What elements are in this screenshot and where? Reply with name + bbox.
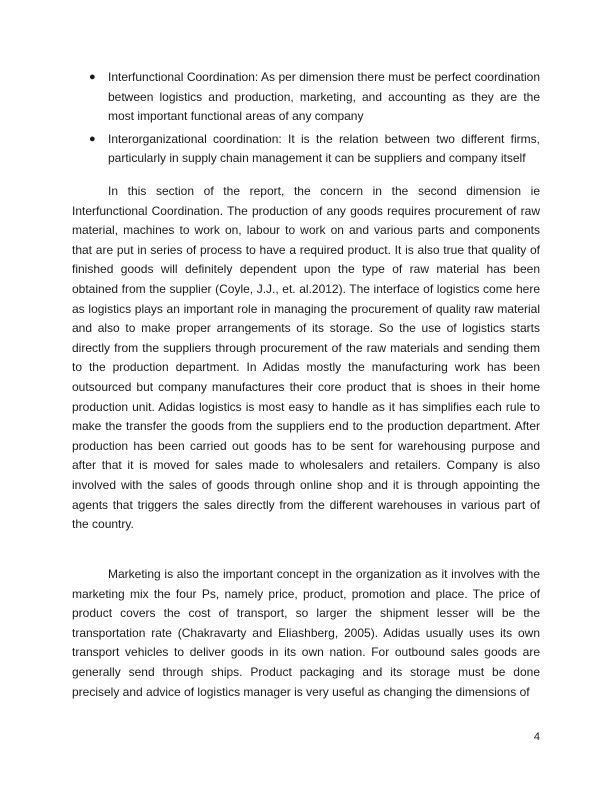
- bullet-text: Interfunctional Coordination: As per dimension there must be perfect coordination between logistics and production, marketing, and accounting as they are the most important functional areas of any company: [108, 70, 540, 124]
- bullet-list: [72, 68, 540, 172]
- bullet-item-interorganizational: [72, 130, 540, 169]
- paragraph-interfunctional-coordination: In this section of the report, the concern in the second dimension ie Interfunctional Coordination. The production of any goods requires procurement of raw material, machines to work on, labour to work on and various parts and components that are put in series of process to have a required product. It is also true that quality of finished goods will definitely dependent upon the type of raw material has been obtained from the supplier (Coyle, J.J., et. al.2012). The interface of logistics come here as logistics plays an important role in managing the procurement of quality raw material and also to make proper arrangements of its storage. So the use of logistics starts directly from the suppliers through procurement of the raw materials and sending them to the production department. In Adidas mostly the manufacturing work has been outsourced but company manufactures their core product that is shoes in their home production unit. Adidas logistics is most easy to handle as it has simplifies each rule to make the transfer the goods from the suppliers end to the production department. After production has been carried out goods has to be sent for warehousing purpose and after that it is moved for sales made to wholesalers and retailers. Company is also involved with the sales of goods through online shop and it is through appointing the agents that triggers the sales directly from the different warehouses in various part of the country.: [72, 184, 540, 532]
- bullet-text: Interorganizational coordination: It is the relation between two different firms, particularly in supply chain management it can be suppliers and company itself: [108, 131, 540, 166]
- bullet-item-interfunctional: [72, 68, 540, 127]
- bullet-dot-icon: ●: [89, 132, 96, 145]
- page-number: 4: [533, 731, 540, 743]
- paragraph-marketing: Marketing is also the important concept in the organization as it involves with the marketing mix the four Ps, namely price, product, promotion and place. The price of product covers the cost of transport, so larger the shipment lesser will be the transportation rate (Chakravarty and Eliashberg, 2005). Adidas usually uses its own transport vehicles to deliver goods in its own nation. For outbound sales goods are generally send through ships. Product packaging and its storage must be done precisely and advice of logistics manager is very useful as changing the dimensions of: [72, 567, 540, 699]
- bullet-dot-icon: ●: [89, 71, 96, 83]
